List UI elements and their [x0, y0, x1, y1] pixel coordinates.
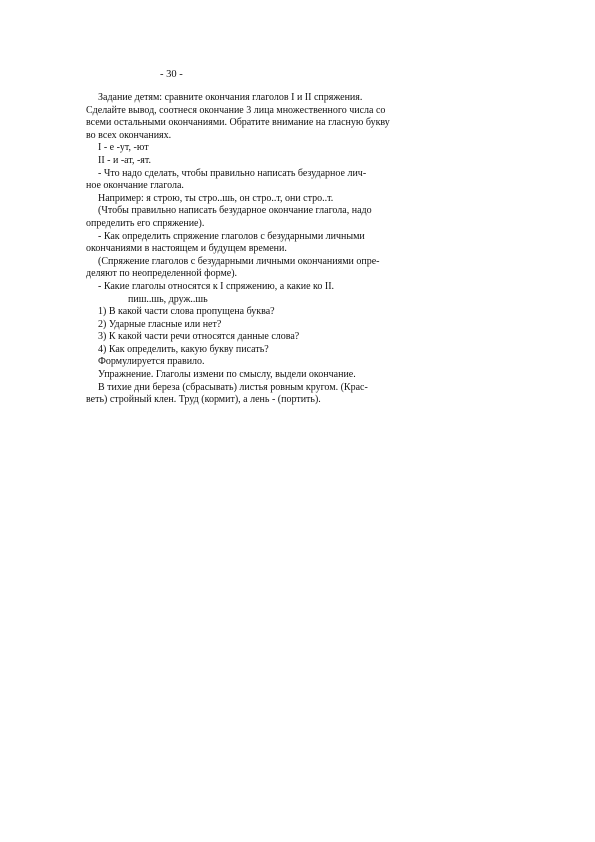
- text-line: окончаниями в настоящем и будущем времени.: [86, 243, 287, 255]
- text-line: Задание детям: сравните окончания глаголов I и II спряжения.: [98, 92, 363, 103]
- text-line: определить его спряжение).: [86, 217, 205, 229]
- text-line: 1) В какой части слова пропущена буква?: [98, 306, 275, 318]
- text-line: (Спряжение глаголов с безударными личными окончаниями опре-: [98, 255, 380, 267]
- page-number: - 30 -: [160, 69, 183, 80]
- text-line: 3) К какой части речи относятся данные слова?: [98, 331, 300, 343]
- text-line: - Что надо сделать, чтобы правильно написать безударное лич-: [98, 167, 367, 179]
- text-line: пиш..шь, друж..шь: [128, 293, 208, 305]
- body-text: [86, 92, 406, 407]
- text-line: 2) Ударные гласные или нет?: [98, 318, 222, 330]
- text-line: ное окончание глагола.: [86, 180, 184, 192]
- text-line: веть) стройный клен. Труд (кормит), а лень - (портить).: [86, 394, 321, 406]
- text-line: Например: я строю, ты стро..шь, он стро..т, они стро..т.: [98, 192, 334, 204]
- text-line: Формулируется правило.: [98, 356, 205, 368]
- text-line: В тихие дни береза (сбрасывать) листья ровным кругом. (Крас-: [98, 381, 368, 393]
- text-line: - Как определить спряжение глаголов с безударными личными: [98, 230, 365, 242]
- text-line: всеми остальными окончаниями. Обратите внимание на гласную букву: [86, 117, 390, 129]
- text-line: Упражнение. Глаголы измени по смыслу, выдели окончание.: [98, 369, 356, 381]
- text-line: деляют по неопределенной форме).: [86, 268, 238, 280]
- text-line: во всех окончаниях.: [86, 129, 172, 141]
- text-line: I - е -ут, -ют: [98, 142, 149, 154]
- text-line: (Чтобы правильно написать безударное окончание глагола, надо: [98, 205, 372, 217]
- text-line: Сделайте вывод, соотнеся окончание 3 лица множественного числа со: [86, 104, 386, 116]
- text-line: II - и -ат, -ят.: [98, 154, 152, 166]
- text-line: 4) Как определить, какую букву писать?: [98, 343, 269, 355]
- text-line: - Какие глаголы относятся к I спряжению, а какие ко II.: [98, 280, 335, 292]
